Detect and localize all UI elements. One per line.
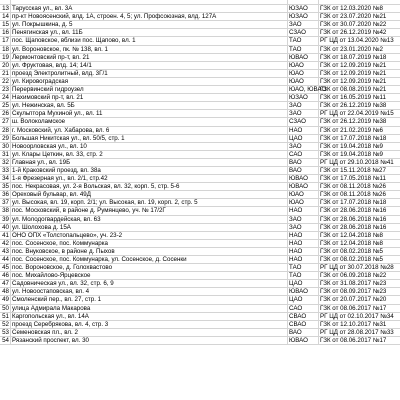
reference-cell[interactable]: ГЗК от 12.03.2020 №8	[320, 5, 383, 13]
address-cell[interactable]: пос. Московский, в районе д. Румянцево, уч. № 17/2Г	[11, 207, 288, 214]
table-row	[0, 70, 400, 78]
district-cell[interactable]: ТАО	[288, 37, 319, 44]
table-row	[0, 183, 400, 191]
row-number-cell[interactable]: 49	[0, 296, 11, 303]
reference-cell[interactable]: ГЗК от 23.01.2020 №2	[320, 45, 383, 53]
district-cell[interactable]: ЮЗАО	[288, 13, 319, 20]
table-row	[0, 86, 400, 94]
reference-cell[interactable]: ГЗК от 21.02.2019 №6	[320, 126, 383, 134]
reference-cell[interactable]: ГЗК от 12.04.2018 №8	[320, 239, 383, 247]
table-row	[0, 159, 400, 167]
table-row	[0, 296, 400, 304]
district-cell[interactable]: ЗАО	[288, 143, 319, 150]
district-cell[interactable]: ТАО	[288, 46, 319, 53]
table-row	[0, 313, 400, 321]
address-cell[interactable]: ул. Шолохова д. 15А	[11, 224, 288, 231]
address-cell[interactable]: г. Московский, ул. Хабарова, вл. 6	[11, 127, 288, 134]
district-cell[interactable]: ЮВАО	[288, 288, 319, 295]
district-cell[interactable]: ЦАО	[288, 280, 319, 287]
district-cell[interactable]: ЦАО	[288, 296, 319, 303]
district-cell[interactable]: ЮВАО	[288, 54, 319, 61]
district-cell[interactable]: ЮВАО	[288, 175, 319, 182]
table-row	[0, 118, 400, 126]
row-number-cell[interactable]: 54	[0, 337, 11, 344]
reference-cell[interactable]: ГЗК от 26.12.2019 №42	[320, 29, 387, 37]
address-cell[interactable]: пос. Михайлово-Ярцевское	[11, 272, 288, 279]
address-cell[interactable]: Пенягинская ул., вл. 11Б	[11, 29, 288, 36]
reference-cell[interactable]: ГЗК от 30.07.2020 №22	[320, 21, 387, 29]
row-number-cell[interactable]: 23	[0, 86, 11, 93]
district-cell[interactable]: ТАО	[288, 264, 319, 271]
address-cell[interactable]: Смоленский пер., вл. 27, стр. 1	[11, 296, 288, 303]
address-cell[interactable]: пос. Вороновское, д. Голохвастово	[11, 264, 288, 271]
district-cell[interactable]: ЮАО	[288, 191, 319, 198]
row-number-cell[interactable]: 25	[0, 102, 11, 109]
district-cell[interactable]: ВАО	[288, 329, 319, 336]
reference-cell[interactable]: ГЗК от 17.05.2018 №11	[320, 175, 386, 183]
district-cell[interactable]: ЮАО	[288, 199, 319, 206]
reference-cell[interactable]: ГЗК от 06.09.2018 №22	[320, 272, 387, 280]
reference-cell[interactable]: ГЗК от 28.06.2018 №16	[320, 223, 387, 231]
row-number-cell[interactable]: 33	[0, 167, 11, 174]
row-number-cell[interactable]: 43	[0, 248, 11, 255]
reference-cell[interactable]: РГ ЦД от 02.10.2017 №34	[320, 312, 394, 320]
address-cell[interactable]: проезд Электролитный, влд. 3Г/1	[11, 70, 288, 77]
row-number-cell[interactable]: 40	[0, 224, 11, 231]
reference-cell[interactable]: ГЗК от 17.07.2018 №18	[320, 134, 387, 142]
address-cell[interactable]: улица Адмирала Макарова	[11, 305, 288, 312]
row-number-cell[interactable]: 24	[0, 94, 11, 101]
district-cell[interactable]: СВАО	[288, 313, 319, 320]
address-cell[interactable]: пос. Внуковское, в районе д. Пыхов	[11, 248, 288, 255]
address-cell[interactable]: Ореховый бульвар, вл. 49Д	[11, 191, 288, 198]
district-cell[interactable]: ЗАО	[288, 21, 319, 28]
table-row	[0, 135, 400, 143]
address-cell[interactable]: 1-й Краковский проезд, вл. 38а	[11, 167, 288, 174]
address-cell[interactable]: ш. Волоколамское	[11, 118, 288, 125]
reference-cell[interactable]: ГЗК от 20.07.2017 №20	[320, 296, 387, 304]
table-row	[0, 110, 400, 118]
district-cell[interactable]: ЮАО	[288, 62, 319, 69]
district-cell[interactable]: ЗАО	[288, 216, 319, 223]
reference-cell[interactable]: ГЗК от 12.10.2017 №31	[320, 320, 387, 328]
row-number-cell[interactable]: 35	[0, 183, 11, 190]
table-row	[0, 207, 400, 215]
table-row	[0, 321, 400, 329]
table-row	[0, 256, 400, 264]
reference-cell[interactable]: ГЗК от 12.04.2018 №8	[320, 231, 383, 239]
reference-cell[interactable]: ГЗК от 31.08.2017 №23	[320, 280, 387, 288]
table-row	[0, 232, 400, 240]
row-number-cell[interactable]: 20	[0, 62, 11, 69]
table-row	[0, 167, 400, 175]
table-row	[0, 62, 400, 70]
reference-cell[interactable]: ГЗК от 08.02.2018 №5	[320, 247, 383, 255]
district-cell[interactable]: ЮЗАО	[288, 5, 319, 12]
table-row	[0, 272, 400, 280]
address-cell[interactable]: ул. Покрышкина, д. 5	[11, 21, 288, 28]
table-row	[0, 191, 400, 199]
district-cell[interactable]: ЮАО, ЮВАО	[289, 86, 327, 94]
district-cell[interactable]: ЮАО	[288, 70, 319, 77]
reference-cell[interactable]: ГЗК от 26.12.2019 №38	[320, 102, 387, 110]
row-number-cell[interactable]: 53	[0, 329, 11, 336]
table-row	[0, 248, 400, 256]
table-row	[0, 5, 400, 13]
address-cell[interactable]: ул. Молодогвардейская, вл. 63	[11, 216, 288, 223]
table-row	[0, 280, 400, 288]
table-row	[0, 37, 400, 45]
table-row	[0, 13, 400, 21]
table-row	[0, 46, 400, 54]
row-number-cell[interactable]: 14	[0, 13, 11, 20]
address-cell[interactable]: Каргопольская ул., вл. 14А	[11, 313, 288, 320]
row-number-cell[interactable]: 38	[0, 207, 11, 214]
district-cell[interactable]: ВАО	[288, 167, 319, 174]
address-cell[interactable]: пр-кт Новоясенский, влд. 1А, строен. 4, 5; ул. Профсоюзная, влд. 127А	[11, 13, 288, 20]
address-cell[interactable]: Лермонтовский пр-т, вл. 21	[11, 54, 288, 61]
address-cell[interactable]: ОНО ОПХ «Толстопальцево», уч. 23-2	[11, 232, 288, 239]
address-cell[interactable]	[11, 0, 288, 4]
reference-cell[interactable]: ГЗК от 28.06.2018 №16	[320, 207, 387, 215]
table-row	[0, 329, 400, 337]
reference-cell[interactable]: ГЗК от 08.02.2018 №5	[320, 256, 383, 263]
reference-cell[interactable]: ГЗК от 12.09.2019 №21	[320, 69, 387, 77]
reference-cell[interactable]: РГ ЦД от 28.08.2017 №33	[320, 328, 394, 336]
address-cell[interactable]: ул. Новоостаповская, вл. 4	[11, 288, 288, 295]
table-row	[0, 240, 400, 248]
reference-cell[interactable]: ГЗК от 08.11.2018 №26	[320, 183, 386, 191]
row-number-cell[interactable]: 39	[0, 216, 11, 223]
row-number-cell[interactable]: 41	[0, 232, 11, 239]
reference-cell[interactable]: ГЗК от 23.07.2020 №21	[320, 13, 387, 21]
row-number-cell[interactable]: 27	[0, 118, 11, 125]
address-cell[interactable]: Рязанский проспект, вл. 30	[11, 337, 288, 344]
district-cell[interactable]: ЮЗАО	[288, 94, 319, 101]
table-row	[0, 288, 400, 296]
reference-cell[interactable]: ГЗК от 08.06.2017 №17	[320, 304, 387, 312]
table-row	[0, 337, 400, 345]
district-cell[interactable]: ЦАО	[288, 135, 319, 142]
district-cell[interactable]: НАО	[288, 127, 319, 134]
address-cell[interactable]: Новоорловская ул., вл. 10	[11, 143, 288, 150]
table-row	[0, 29, 400, 37]
address-cell[interactable]: Главная ул., вл. 19Б	[11, 159, 288, 166]
row-number-cell[interactable]: 29	[0, 135, 11, 142]
row-number-cell[interactable]: 47	[0, 280, 11, 287]
reference-cell[interactable]: РГ ЦД от 29.10.2018 №41	[320, 158, 394, 166]
district-cell[interactable]: ВАО	[288, 159, 319, 166]
table-row	[0, 224, 400, 232]
row-number-cell[interactable]	[0, 0, 11, 4]
table-row	[0, 94, 400, 102]
address-cell[interactable]: пос. Сосенское, пос. Коммунарка, ул. Сосенское, д. Сосенки	[11, 256, 288, 263]
row-number-cell[interactable]: 46	[0, 272, 11, 279]
row-number-cell[interactable]: 22	[0, 78, 11, 85]
reference-cell[interactable]: РГ ЦД от 22.04.2019 №15	[320, 110, 394, 118]
address-cell[interactable]: ул. Кировоградская	[11, 78, 288, 85]
reference-cell[interactable]: РГ ЦД от 30.07.2018 №28	[320, 264, 394, 272]
reference-cell[interactable]: ГЗК от 15.11.2018 №27	[320, 166, 386, 174]
table-row	[0, 264, 400, 272]
address-cell[interactable]: ул. Высокая, вл. 19, корп. 2/1; ул. Высокая, вл. 19, корп. 2, стр. 5	[11, 199, 288, 206]
row-number-cell[interactable]: 48	[0, 288, 11, 295]
row-number-cell[interactable]: 13	[0, 5, 11, 12]
address-cell[interactable]: Скульптора Мухиной ул., вл. 11	[11, 110, 288, 117]
reference-cell[interactable]: ГЗК от 19.04.2018 №9	[320, 142, 383, 150]
reference-cell[interactable]	[319, 0, 400, 4]
reference-cell[interactable]: ГЗК от 12.09.2019 №21	[320, 77, 387, 85]
address-cell[interactable]: пос. Щаповское, вблизи пос. Щапово, вл. 1	[11, 37, 288, 44]
district-cell[interactable]: ЗАО	[288, 224, 319, 231]
reference-cell[interactable]: ГЗК от 26.12.2019 №38	[320, 118, 387, 126]
row-number-cell[interactable]: 31	[0, 151, 11, 158]
district-cell[interactable]: СЗАО	[288, 118, 319, 125]
row-number-cell[interactable]: 15	[0, 21, 11, 28]
table-row	[0, 127, 400, 135]
address-cell[interactable]: ул. Фруктовая, влд. 14; 14/1	[11, 62, 288, 69]
reference-cell[interactable]: ГЗК от 08.11.2018 №26	[320, 191, 386, 199]
reference-cell[interactable]: ГЗК от 08.08.2019 №21	[320, 86, 387, 94]
address-cell[interactable]: Тарусская ул., вл. 3А	[11, 5, 288, 12]
row-number-cell[interactable]: 17	[0, 37, 11, 44]
table-row	[0, 78, 400, 86]
address-cell[interactable]: Садовническая ул., вл. 32, стр. 6, 9	[11, 280, 288, 287]
district-cell[interactable]: НАО	[288, 256, 319, 263]
district-cell[interactable]: НАО	[288, 207, 319, 214]
table-row	[0, 305, 400, 313]
district-cell[interactable]: ЮВАО	[288, 337, 319, 344]
reference-cell[interactable]: ГЗК от 08.09.2017 №23	[320, 288, 387, 296]
row-number-cell[interactable]: 32	[0, 159, 11, 166]
row-number-cell[interactable]: 16	[0, 29, 11, 36]
reference-cell[interactable]: РГ ЦД от 13.04.2020 №13	[320, 37, 394, 45]
row-number-cell[interactable]: 19	[0, 54, 11, 61]
row-number-cell[interactable]: 28	[0, 127, 11, 134]
address-cell[interactable]: проезд Серебрякова, вл. 4, стр. 3	[11, 321, 288, 328]
address-cell[interactable]: пос. Некрасовая, ул. 2-я Вольская, вл. 32, корп. 5, стр. 5-6	[11, 183, 288, 190]
row-number-cell[interactable]: 34	[0, 175, 11, 182]
address-cell[interactable]: ул. Клары Цеткин, вл. 33, стр. 2	[11, 151, 288, 158]
table-row	[0, 21, 400, 29]
row-number-cell[interactable]: 52	[0, 321, 11, 328]
row-number-cell[interactable]: 44	[0, 256, 11, 263]
row-number-cell[interactable]: 37	[0, 199, 11, 206]
address-cell[interactable]: ул. Вороновское, пк. № 138, вл. 1	[11, 46, 288, 53]
table-row	[0, 175, 400, 183]
row-number-cell[interactable]: 45	[0, 264, 11, 271]
district-cell[interactable]: САО	[288, 151, 319, 158]
address-cell[interactable]: Перервинский гидроузел	[11, 86, 288, 93]
district-cell[interactable]	[288, 0, 319, 4]
district-cell[interactable]: ЗАО	[288, 102, 319, 109]
address-cell[interactable]: пос. Сосенское, пос. Коммунарка	[11, 240, 288, 247]
district-cell[interactable]: НАО	[288, 248, 319, 255]
row-number-cell[interactable]: 21	[0, 70, 11, 77]
district-cell[interactable]: НАО	[288, 240, 319, 247]
table-row	[0, 151, 400, 159]
district-cell[interactable]: ЗАО	[288, 110, 319, 117]
district-cell[interactable]: САО	[288, 305, 319, 312]
row-number-cell[interactable]: 42	[0, 240, 11, 247]
table-row	[0, 54, 400, 62]
row-number-cell[interactable]: 26	[0, 110, 11, 117]
address-cell[interactable]: ул. Нежинская, вл. 5Б	[11, 102, 288, 109]
reference-cell[interactable]: ГЗК от 12.09.2019 №21	[320, 61, 387, 69]
reference-cell[interactable]: ГЗК от 18.07.2019 №18	[320, 53, 387, 61]
row-number-cell[interactable]: 51	[0, 313, 11, 320]
table-row	[0, 102, 400, 110]
district-cell[interactable]: ЮВАО	[288, 183, 319, 190]
table-row	[0, 199, 400, 207]
district-cell[interactable]: СЗАО	[288, 29, 319, 36]
reference-cell[interactable]: ГЗК от 16.05.2019 №11	[320, 94, 386, 102]
district-cell[interactable]: ТАО	[288, 272, 319, 279]
row-number-cell[interactable]: 50	[0, 305, 11, 312]
address-cell[interactable]: Большая Никитская ул., вл. 50/5, стр. 1	[11, 135, 288, 142]
reference-cell[interactable]: ГЗК от 08.06.2017 №17	[320, 336, 387, 344]
reference-cell[interactable]: ГЗК от 19.04.2018 №9	[320, 150, 383, 158]
row-number-cell[interactable]: 30	[0, 143, 11, 150]
table-row	[0, 216, 400, 224]
table-row	[0, 143, 400, 151]
district-cell[interactable]: НАО	[288, 232, 319, 239]
district-cell[interactable]: ЮАО	[288, 78, 319, 85]
row-number-cell[interactable]: 18	[0, 46, 11, 53]
reference-cell[interactable]: ГЗК от 28.06.2018 №16	[320, 215, 387, 223]
address-cell[interactable]: 1-я Фрезерная ул., вл. 2/1, стр.42	[11, 175, 288, 182]
reference-cell[interactable]: ГЗК от 17.07.2018 №18	[320, 199, 387, 207]
row-number-cell[interactable]: 36	[0, 191, 11, 198]
address-cell[interactable]: Семеновская пл., вл. 2	[11, 329, 288, 336]
address-cell[interactable]: Нахимовский пр-т, вл. 21	[11, 94, 288, 101]
district-cell[interactable]: СВАО	[288, 321, 319, 328]
